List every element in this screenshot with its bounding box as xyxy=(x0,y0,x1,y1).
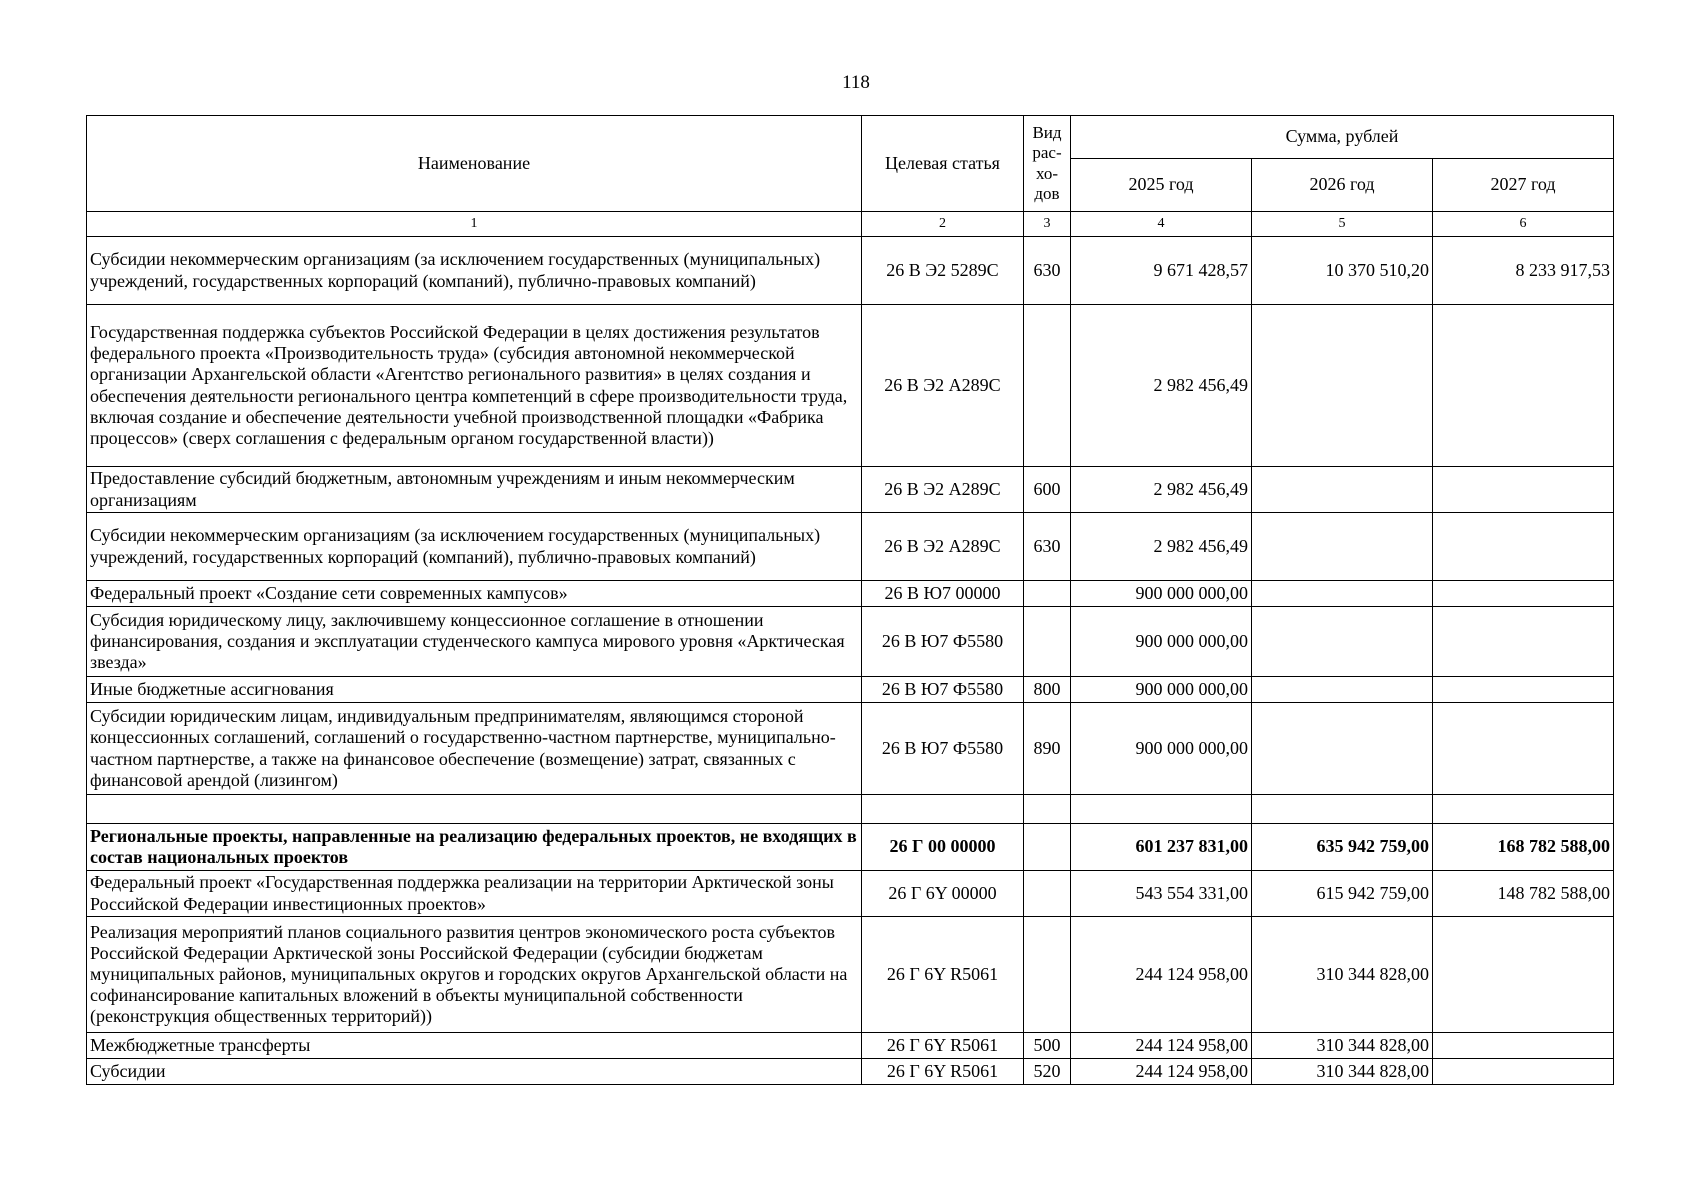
row-amount-2025: 244 124 958,00 xyxy=(1071,1059,1252,1085)
row-name: Федеральный проект «Государственная поддержка реализации на территории Арктической зоны Российской Федерации инвестиционных проектов» xyxy=(87,871,862,917)
row-amount-2026 xyxy=(1252,513,1433,581)
row-amount-2026: 615 942 759,00 xyxy=(1252,871,1433,917)
budget-table xyxy=(86,115,1614,1085)
row-amount-2027: 148 782 588,00 xyxy=(1433,871,1614,917)
header-expense-type-line: дов xyxy=(1034,183,1060,203)
row-amount-2025: 900 000 000,00 xyxy=(1071,703,1252,795)
table-row xyxy=(87,871,1614,917)
row-expense-type: 630 xyxy=(1024,513,1071,581)
row-amount-2027 xyxy=(1433,677,1614,703)
header-expense-type-line: Вид xyxy=(1032,122,1062,142)
table-row xyxy=(87,237,1614,305)
column-number: 6 xyxy=(1433,212,1614,237)
row-amount-2027 xyxy=(1433,1059,1614,1085)
row-expense-type: 500 xyxy=(1024,1033,1071,1059)
row-expense-type xyxy=(1024,305,1071,467)
row-expense-type: 630 xyxy=(1024,237,1071,305)
row-amount-2026 xyxy=(1252,581,1433,607)
row-amount-2025: 244 124 958,00 xyxy=(1071,1033,1252,1059)
row-code: 26 Г 6Y R5061 xyxy=(862,917,1024,1033)
row-code: 26 Г 6Y R5061 xyxy=(862,1033,1024,1059)
row-name: Субсидии xyxy=(87,1059,862,1085)
row-amount-2026: 10 370 510,20 xyxy=(1252,237,1433,305)
header-year-2025: 2025 год xyxy=(1071,159,1252,212)
header-sum: Сумма, рублей xyxy=(1071,116,1614,159)
row-code: 26 В Э2 5289С xyxy=(862,237,1024,305)
row-amount-2027 xyxy=(1433,607,1614,677)
empty-row xyxy=(87,795,1614,824)
column-number: 1 xyxy=(87,212,862,237)
row-amount-2025: 601 237 831,00 xyxy=(1071,824,1252,871)
header-year-2027: 2027 год xyxy=(1433,159,1614,212)
row-amount-2026 xyxy=(1252,677,1433,703)
row-code: 26 В Ю7 Ф5580 xyxy=(862,607,1024,677)
row-code: 26 В Ю7 00000 xyxy=(862,581,1024,607)
header-expense-type-line: хо- xyxy=(1035,163,1058,183)
table-row-section xyxy=(87,824,1614,871)
row-amount-2025: 2 982 456,49 xyxy=(1071,467,1252,513)
column-number: 3 xyxy=(1024,212,1071,237)
row-amount-2026 xyxy=(1252,305,1433,467)
header-year-2026: 2026 год xyxy=(1252,159,1433,212)
row-amount-2026 xyxy=(1252,607,1433,677)
row-amount-2027 xyxy=(1433,703,1614,795)
row-expense-type xyxy=(1024,607,1071,677)
row-amount-2025: 900 000 000,00 xyxy=(1071,581,1252,607)
row-amount-2025: 244 124 958,00 xyxy=(1071,917,1252,1033)
header-expense-type-line: рас- xyxy=(1032,143,1062,163)
row-code: 26 Г 6Y R5061 xyxy=(862,1059,1024,1085)
row-amount-2027 xyxy=(1433,513,1614,581)
row-amount-2027: 168 782 588,00 xyxy=(1433,824,1614,871)
table-row xyxy=(87,1059,1614,1085)
empty-cell xyxy=(87,795,862,824)
table-row xyxy=(87,467,1614,513)
column-number: 4 xyxy=(1071,212,1252,237)
row-expense-type xyxy=(1024,871,1071,917)
row-name: Иные бюджетные ассигнования xyxy=(87,677,862,703)
row-amount-2026: 635 942 759,00 xyxy=(1252,824,1433,871)
table-row xyxy=(87,703,1614,795)
row-amount-2027 xyxy=(1433,305,1614,467)
header-expense-type xyxy=(1024,116,1071,212)
row-amount-2025: 2 982 456,49 xyxy=(1071,513,1252,581)
empty-cell xyxy=(1433,795,1614,824)
column-number: 2 xyxy=(862,212,1024,237)
row-amount-2025: 900 000 000,00 xyxy=(1071,607,1252,677)
row-name: Государственная поддержка субъектов Российской Федерации в целях достижения результатов федерального проекта «Производительность труда» (субсидия автономной некоммерческой организации Архангельской области «Агентство регионального развития» в целях создания и обеспечения деятельности регионального центра компетенций в сфере производительности труда, включая создание и обеспечение деятельности учебной производственной площадки «Фабрика процессов» (сверх соглашения с федеральным органом государственной власти)) xyxy=(87,305,862,467)
row-expense-type: 600 xyxy=(1024,467,1071,513)
header-name: Наименование xyxy=(87,116,862,212)
row-amount-2026: 310 344 828,00 xyxy=(1252,917,1433,1033)
table-row xyxy=(87,677,1614,703)
row-amount-2026: 310 344 828,00 xyxy=(1252,1059,1433,1085)
table-row xyxy=(87,1033,1614,1059)
row-name: Предоставление субсидий бюджетным, автономным учреждениям и иным некоммерческим организациям xyxy=(87,467,862,513)
row-expense-type: 890 xyxy=(1024,703,1071,795)
row-amount-2025: 900 000 000,00 xyxy=(1071,677,1252,703)
row-amount-2027 xyxy=(1433,581,1614,607)
header-row xyxy=(87,116,1614,159)
table-row xyxy=(87,581,1614,607)
row-code: 26 В Ю7 Ф5580 xyxy=(862,677,1024,703)
row-amount-2027 xyxy=(1433,467,1614,513)
row-amount-2027 xyxy=(1433,917,1614,1033)
row-name: Субсидия юридическому лицу, заключившему концессионное соглашение в отношении финансирования, создания и эксплуатации студенческого кампуса мирового уровня «Арктическая звезда» xyxy=(87,607,862,677)
row-code: 26 В Э2 А289С xyxy=(862,513,1024,581)
row-expense-type xyxy=(1024,824,1071,871)
empty-cell xyxy=(1252,795,1433,824)
row-amount-2027: 8 233 917,53 xyxy=(1433,237,1614,305)
row-amount-2026: 310 344 828,00 xyxy=(1252,1033,1433,1059)
row-amount-2026 xyxy=(1252,467,1433,513)
row-expense-type: 800 xyxy=(1024,677,1071,703)
empty-cell xyxy=(1071,795,1252,824)
row-name: Субсидии некоммерческим организациям (за исключением государственных (муниципальных) учреждений, государственных корпораций (компаний), публично-правовых компаний) xyxy=(87,237,862,305)
row-code: 26 В Ю7 Ф5580 xyxy=(862,703,1024,795)
row-amount-2025: 543 554 331,00 xyxy=(1071,871,1252,917)
table-row xyxy=(87,607,1614,677)
row-amount-2026 xyxy=(1252,703,1433,795)
row-expense-type: 520 xyxy=(1024,1059,1071,1085)
row-code: 26 Г 00 00000 xyxy=(862,824,1024,871)
row-amount-2025: 9 671 428,57 xyxy=(1071,237,1252,305)
row-name: Региональные проекты, направленные на реализацию федеральных проектов, не входящих в состав национальных проектов xyxy=(87,824,862,871)
row-name: Субсидии юридическим лицам, индивидуальным предпринимателям, являющимся стороной концессионных соглашений, соглашений о государственно-частном партнерстве, муниципально-частном партнерстве, а также на финансовое обеспечение (возмещение) затрат, связанных с финансовой арендой (лизингом) xyxy=(87,703,862,795)
empty-cell xyxy=(1024,795,1071,824)
row-expense-type xyxy=(1024,581,1071,607)
row-expense-type xyxy=(1024,917,1071,1033)
column-number: 5 xyxy=(1252,212,1433,237)
column-numbers-row xyxy=(87,212,1614,237)
table-row xyxy=(87,917,1614,1033)
empty-cell xyxy=(862,795,1024,824)
row-name: Федеральный проект «Создание сети современных кампусов» xyxy=(87,581,862,607)
row-name: Межбюджетные трансферты xyxy=(87,1033,862,1059)
header-target-article: Целевая статья xyxy=(862,116,1024,212)
table-row xyxy=(87,513,1614,581)
page-number: 118 xyxy=(842,72,870,93)
row-amount-2027 xyxy=(1433,1033,1614,1059)
row-code: 26 В Э2 А289С xyxy=(862,467,1024,513)
row-name: Субсидии некоммерческим организациям (за исключением государственных (муниципальных) учреждений, государственных корпораций (компаний), публично-правовых компаний) xyxy=(87,513,862,581)
row-amount-2025: 2 982 456,49 xyxy=(1071,305,1252,467)
row-name: Реализация мероприятий планов социального развития центров экономического роста субъектов Российской Федерации Арктической зоны Российской Федерации (субсидии бюджетам муниципальных районов, муниципальных округов и городских округов Архангельской области на софинансирование капитальных вложений в объекты муниципальной собственности (реконструкция общественных территорий)) xyxy=(87,917,862,1033)
row-code: 26 В Э2 А289С xyxy=(862,305,1024,467)
table-row xyxy=(87,305,1614,467)
row-code: 26 Г 6Y 00000 xyxy=(862,871,1024,917)
